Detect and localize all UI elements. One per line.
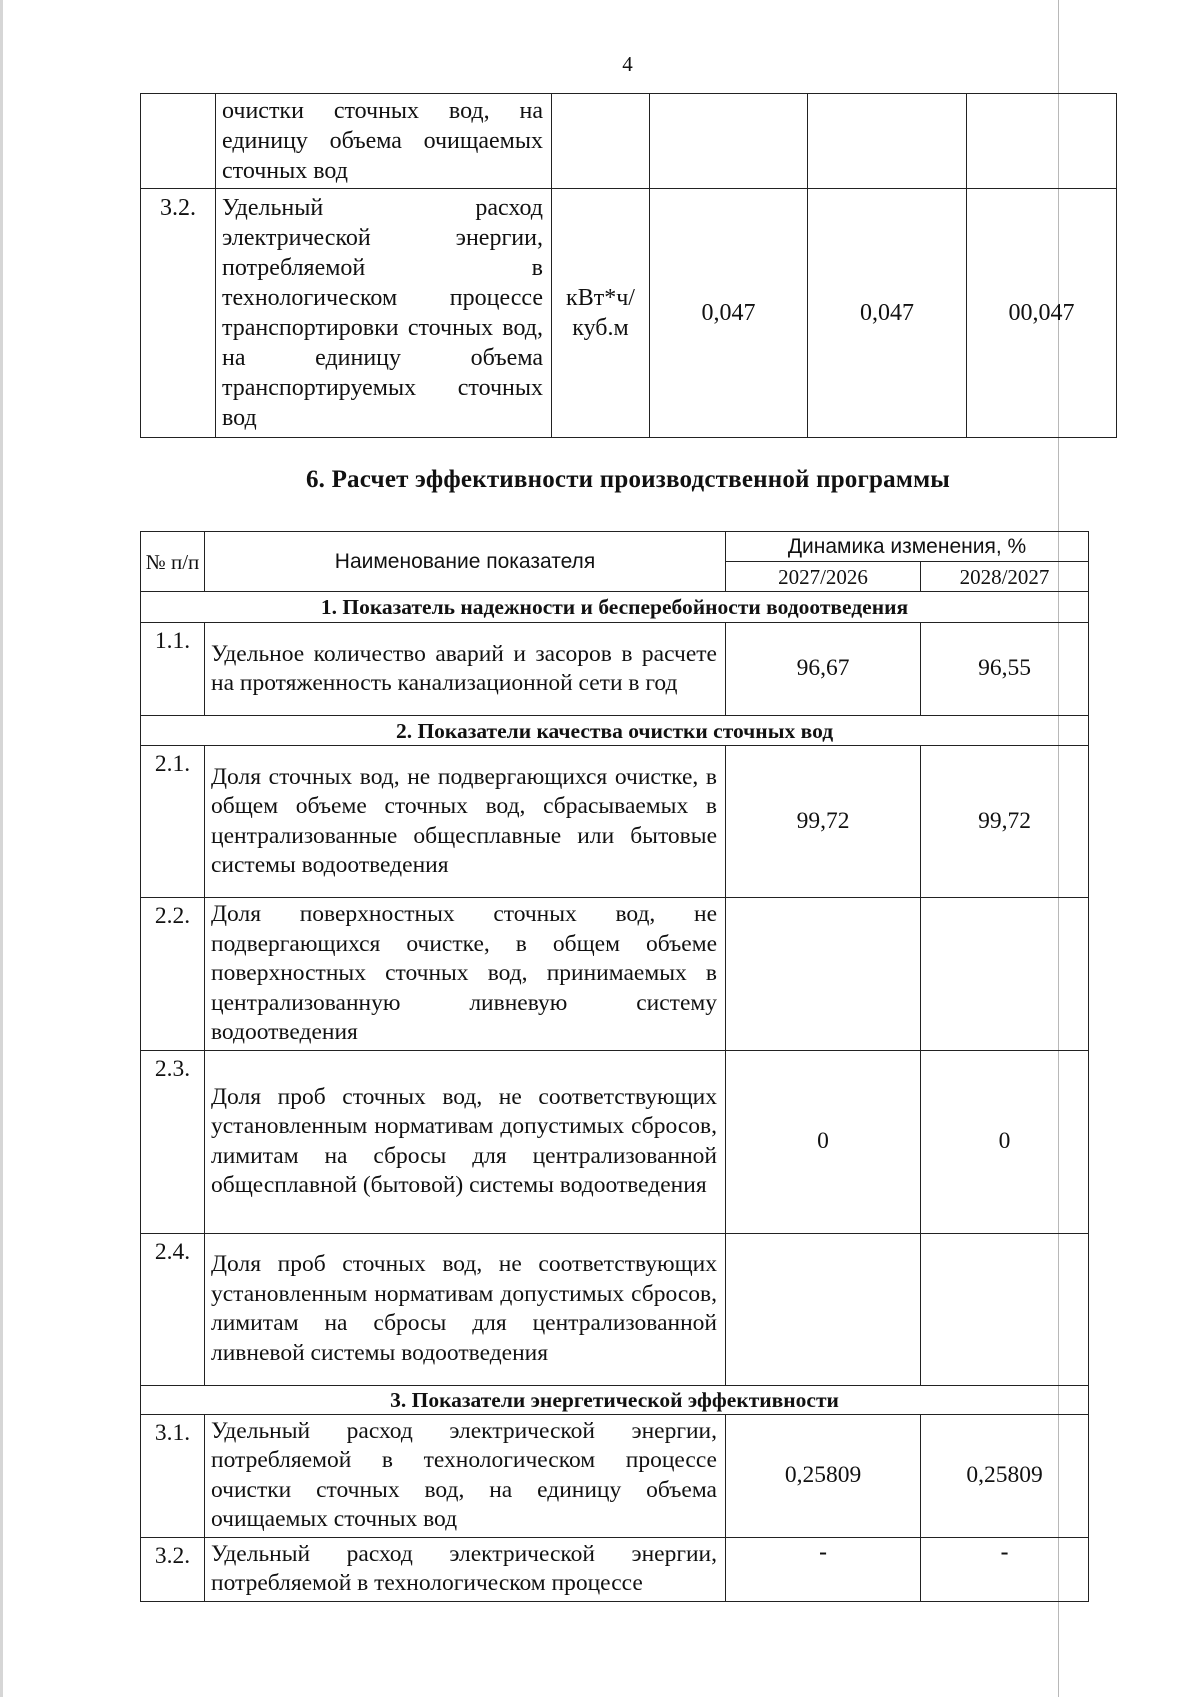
value-cell: 0,047	[808, 189, 967, 438]
value-cell	[726, 898, 921, 1051]
value-cell	[726, 1233, 921, 1385]
continuation-table	[140, 93, 1117, 438]
value-cell: -	[726, 1537, 921, 1601]
indicator-name: Доля проб сточных вод, не соответствующих установленным нормативам допустимых сбросов, лимитам на сбросы для централизованной ливневой системы водоотведения	[205, 1233, 726, 1385]
table-row	[141, 898, 1089, 1051]
header-dynamics: Динамика изменения, %	[726, 532, 1089, 562]
table-row	[141, 1050, 1089, 1233]
value-cell	[921, 898, 1089, 1051]
value-cell: 96,55	[921, 623, 1089, 716]
row-number	[141, 94, 216, 189]
indicator-name: Удельное количество аварий и засоров в расчете на протяженность канализационной сети в год	[205, 623, 726, 716]
header-row	[141, 532, 1089, 562]
indicator-name: Доля сточных вод, не подвергающихся очистке, в общем объеме сточных вод, сбрасываемых в централизованные общесплавные или бытовые системы водоотведения	[205, 746, 726, 898]
indicator-name: Доля проб сточных вод, не соответствующих установленным нормативам допустимых сбросов, лимитам на сбросы для централизованной общесплавной (бытовой) системы водоотведения	[205, 1050, 726, 1233]
header-number: № п/п	[141, 532, 205, 592]
table-row	[141, 1414, 1089, 1537]
group-row	[141, 1385, 1089, 1414]
group-row	[141, 716, 1089, 746]
table-row	[141, 1233, 1089, 1385]
efficiency-table	[140, 531, 1089, 1602]
row-number: 1.1.	[141, 623, 205, 716]
value-cell: 0,047	[650, 189, 808, 438]
header-period: 2028/2027	[921, 562, 1089, 592]
table-row	[141, 189, 1117, 438]
value-cell: 0	[726, 1050, 921, 1233]
indicator-name: Удельный расход электрической энергии, потребляемой в технологическом процессе транспортировки сточных вод, на единицу объема транспортируемых сточных вод	[216, 189, 552, 438]
table-row	[141, 94, 1117, 189]
indicator-name: Удельный расход электрической энергии, потребляемой в технологическом процессе	[205, 1537, 726, 1601]
group-row	[141, 592, 1089, 623]
value-cell	[808, 94, 967, 189]
value-cell	[967, 94, 1117, 189]
row-number: 3.1.	[141, 1414, 205, 1537]
value-cell: 0,25809	[726, 1414, 921, 1537]
row-number: 2.2.	[141, 898, 205, 1051]
value-cell: 00,047	[967, 189, 1117, 438]
value-cell: 96,67	[726, 623, 921, 716]
value-cell: 0	[921, 1050, 1089, 1233]
page-number: 4	[622, 52, 633, 76]
row-number: 2.4.	[141, 1233, 205, 1385]
value-cell	[650, 94, 808, 189]
row-number: 2.1.	[141, 746, 205, 898]
group-title: 3. Показатели энергетической эффективности	[141, 1385, 1089, 1414]
value-cell: -	[921, 1537, 1089, 1601]
table-row	[141, 623, 1089, 716]
header-period: 2027/2026	[726, 562, 921, 592]
scan-left-edge	[0, 0, 3, 1697]
group-title: 2. Показатели качества очистки сточных вод	[141, 716, 1089, 746]
table-row	[141, 1537, 1089, 1601]
table-row	[141, 746, 1089, 898]
section-title: 6. Расчет эффективности производственной программы	[305, 466, 951, 493]
indicator-name: очистки сточных вод, на единицу объема очищаемых сточных вод	[216, 94, 552, 189]
unit-cell: кВт*ч/ куб.м	[552, 189, 650, 438]
group-title: 1. Показатель надежности и бесперебойности водоотведения	[141, 592, 1089, 623]
row-number: 2.3.	[141, 1050, 205, 1233]
row-number: 3.2.	[141, 1537, 205, 1601]
unit-cell	[552, 94, 650, 189]
value-cell: 99,72	[726, 746, 921, 898]
indicator-name: Удельный расход электрической энергии, потребляемой в технологическом процессе очистки сточных вод, на единицу объема очищаемых сточных вод	[205, 1414, 726, 1537]
header-name: Наименование показателя	[205, 532, 726, 592]
value-cell: 0,25809	[921, 1414, 1089, 1537]
value-cell: 99,72	[921, 746, 1089, 898]
row-number: 3.2.	[141, 189, 216, 438]
indicator-name: Доля поверхностных сточных вод, не подвергающихся очистке, в общем объеме поверхностных сточных вод, принимаемых в централизованную ливневую систему водоотведения	[205, 898, 726, 1051]
value-cell	[921, 1233, 1089, 1385]
